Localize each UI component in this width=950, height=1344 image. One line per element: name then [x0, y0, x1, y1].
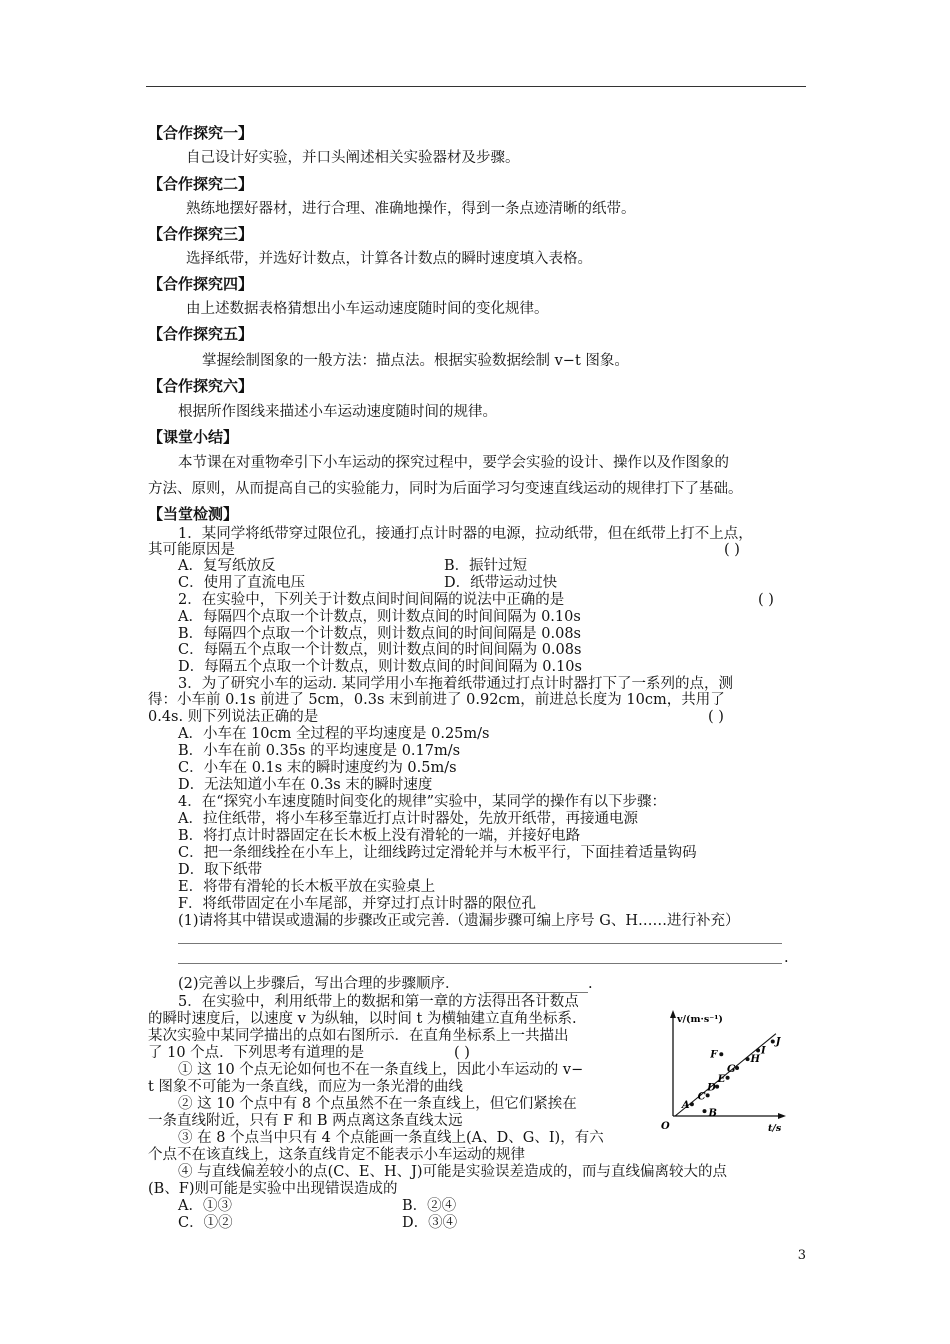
test-title: 【当堂检测】 — [148, 505, 239, 523]
section-5-text: 掌握绘制图象的一般方法：描点法。根据实验数据绘制 v−t 图象。 — [202, 353, 629, 369]
q4-answer-line-2 — [178, 963, 782, 964]
section-2-text: 熟练地摆好器材，进行合理、准确地操作，得到一条点迹清晰的纸带。 — [186, 201, 636, 217]
point-label-j: J — [775, 1036, 781, 1048]
summary-line-1: 本节课在对重物牵引下小车运动的探究过程中，要学会实验的设计、操作以及作图象的 — [178, 455, 729, 471]
q4-step-b: B．将打点计时器固定在长木板上没有滑轮的一端，并接好电路 — [178, 828, 581, 844]
q4-step-d: D．取下纸带 — [178, 862, 263, 878]
q4-step-f: F．将纸带固定在小车尾部，并穿过打点计时器的限位孔 — [178, 896, 537, 912]
q3-answer-paren: ( ) — [708, 709, 724, 725]
section-3-title: 【合作探究三】 — [148, 225, 254, 243]
point-a — [690, 1102, 694, 1106]
q2-option-d: D．每隔五个点取一个计数点，则计数点间的时间间隔为 0.10s — [178, 659, 582, 675]
origin-label: O — [661, 1121, 670, 1132]
point-label-h: H — [750, 1054, 761, 1066]
q1-line-2: 其可能原因是 — [148, 542, 235, 558]
point-b — [703, 1109, 707, 1113]
point-f — [719, 1052, 723, 1056]
q5-line-2: 的瞬时速度后，以速度 v 为纵轴，以时间 t 为横轴建立直角坐标系. — [148, 1011, 577, 1027]
q5-item-2b: 一条直线附近，只有 F 和 B 两点离这条直线太远 — [148, 1113, 463, 1129]
q2-line: 2．在实验中，下列关于计数点间时间间隔的说法中正确的是 — [178, 592, 565, 608]
point-label-b: B — [708, 1108, 717, 1120]
y-axis-arrow — [670, 1010, 676, 1018]
q5-item-1a: ① 这 10 个点无论如何也不在一条直线上，因此小车运动的 v− — [178, 1062, 584, 1078]
q5-option-d: D．③④ — [402, 1215, 458, 1231]
q4-step-c: C．把一条细线拴在小车上，让细线跨过定滑轮并与木板平行，下面挂着适量钩码 — [178, 845, 697, 861]
section-1-text: 自己设计好实验，并口头阐述相关实验器材及步骤。 — [186, 150, 520, 166]
point-i — [756, 1048, 760, 1052]
q5-item-3a: ③ 在 8 个点当中只有 4 个点能画一条直线上(A、D、G、I)，有六 — [178, 1130, 604, 1146]
q5-item-4b: (B、F)则可能是实验中出现错误造成的 — [148, 1181, 398, 1197]
q1-option-c: C．使用了直流电压 — [178, 575, 306, 591]
section-3-text: 选择纸带，并选好计数点，计算各计数点的瞬时速度填入表格。 — [186, 251, 592, 267]
q4-step-a: A．拉住纸带，将小车移至靠近打点计时器处，先放开纸带，再接通电源 — [178, 811, 638, 827]
q2-option-b: B．每隔四个点取一个计数点，则计数点间的时间间隔是 0.08s — [178, 626, 581, 642]
q3-option-b: B．小车在前 0.35s 的平均速度是 0.17m/s — [178, 743, 461, 759]
q5-item-4a: ④ 与直线偏差较小的点(C、E、H、J)可能是实验误差造成的，而与直线偏离较大的点 — [178, 1164, 728, 1180]
q5-line-1: 5．在实验中，利用纸带上的数据和第一章的方法得出各计数点 — [178, 994, 579, 1010]
header-rule — [146, 86, 806, 87]
point-label-g: G — [727, 1063, 736, 1075]
point-label-a: A — [681, 1100, 690, 1112]
q5-line-3: 某次实验中某同学描出的点如右图所示．在直角坐标系上一共描出 — [148, 1028, 569, 1044]
q3-option-a: A．小车在 10cm 全过程的平均速度是 0.25m/s — [178, 726, 490, 742]
q5-item-1b: t 图象不可能为一条直线，而应为一条光滑的曲线 — [148, 1079, 463, 1095]
q5-line-4: 了 10 个点．下列思考有道理的是 — [148, 1045, 365, 1061]
q4-sub-2-period: . — [588, 976, 593, 992]
q4-sub-1: (1)请将其中错误或遗漏的步骤改正或完善.（遗漏步骤可编上序号 G、H……进行补充） — [178, 913, 740, 929]
section-4-title: 【合作探究四】 — [148, 275, 254, 293]
section-4-text: 由上述数据表格猜想出小车运动速度随时间的变化规律。 — [186, 301, 549, 317]
point-label-i: I — [761, 1045, 766, 1057]
point-h — [746, 1057, 750, 1061]
q1-answer-paren: ( ) — [724, 542, 740, 558]
q3-line-1: 3．为了研究小车的运动. 某同学用小车拖着纸带通过打点计时器打下了一系列的点，测 — [178, 676, 733, 692]
q4-answer-line-1 — [178, 943, 782, 944]
q3-line-2: 得：小车前 0.1s 前进了 5cm，0.3s 末到前进了 0.92cm，前进总长度为 10cm，共用了 — [148, 692, 725, 708]
q4-answer-line-period: . — [784, 950, 789, 966]
point-label-e: E — [717, 1073, 726, 1085]
q4-step-e: E．将带有滑轮的长木板平放在实验桌上 — [178, 879, 436, 895]
q4-sub-2-blank — [484, 992, 588, 993]
q1-option-d: D．纸带运动过快 — [444, 575, 558, 591]
point-e — [726, 1076, 730, 1080]
x-axis-arrow — [778, 1113, 786, 1119]
q5-option-a: A．①③ — [178, 1198, 232, 1214]
q2-option-c: C．每隔五个点取一个计数点，则计数点间的时间间隔为 0.08s — [178, 642, 582, 658]
q3-line-3: 0.4s. 则下列说法正确的是 — [148, 709, 319, 725]
q5-option-c: C．①② — [178, 1215, 233, 1231]
vt-graph — [650, 1008, 792, 1136]
q2-option-a: A．每隔四个点取一个计数点，则计数点间的时间间隔为 0.10s — [178, 609, 581, 625]
x-axis-label: t/s — [768, 1123, 782, 1134]
point-c — [706, 1093, 710, 1097]
section-6-title: 【合作探究六】 — [148, 377, 254, 395]
point-label-c: C — [697, 1091, 706, 1103]
summary-line-2: 方法、原则，从而提高自己的实验能力，同时为后面学习匀变速直线运动的规律打下了基础。 — [148, 481, 743, 497]
q2-answer-paren: ( ) — [758, 592, 774, 608]
point-label-f: F — [710, 1049, 718, 1061]
q5-item-3b: 个点不在该直线上，这条直线肯定不能表示小车运动的规律 — [148, 1147, 525, 1163]
section-6-text: 根据所作图线来描述小车运动速度随时间的规律。 — [178, 404, 497, 420]
q5-option-b: B．②④ — [402, 1198, 457, 1214]
y-axis-label: v/(m·s⁻¹) — [677, 1014, 723, 1025]
point-g — [735, 1066, 739, 1070]
q3-option-d: D．无法知道小车在 0.3s 末的瞬时速度 — [178, 777, 433, 793]
q4-line: 4．在“探究小车速度随时间变化的规律”实验中，某同学的操作有以下步骤： — [178, 794, 667, 810]
section-2-title: 【合作探究二】 — [148, 175, 254, 193]
section-5-title: 【合作探究五】 — [148, 325, 254, 343]
point-label-d: D — [707, 1082, 716, 1094]
q1-option-a: A．复写纸放反 — [178, 558, 276, 574]
q4-sub-2: (2)完善以上步骤后，写出合理的步骤顺序． — [178, 976, 460, 992]
point-j — [771, 1040, 775, 1044]
q5-item-2a: ② 这 10 个点中有 8 个点虽然不在一条直线上，但它们紧挨在 — [178, 1096, 577, 1112]
q1-option-b: B．振针过短 — [444, 558, 528, 574]
summary-title: 【课堂小结】 — [148, 428, 239, 446]
page-number: 3 — [797, 1248, 806, 1263]
q1-line-1: 1．某同学将纸带穿过限位孔，接通打点计时器的电源，拉动纸带，但在纸带上打不上点， — [178, 526, 753, 542]
q3-option-c: C．小车在 0.1s 末的瞬时速度约为 0.5m/s — [178, 760, 457, 776]
q5-answer-paren: ( ) — [454, 1045, 470, 1061]
section-1-title: 【合作探究一】 — [148, 124, 254, 142]
